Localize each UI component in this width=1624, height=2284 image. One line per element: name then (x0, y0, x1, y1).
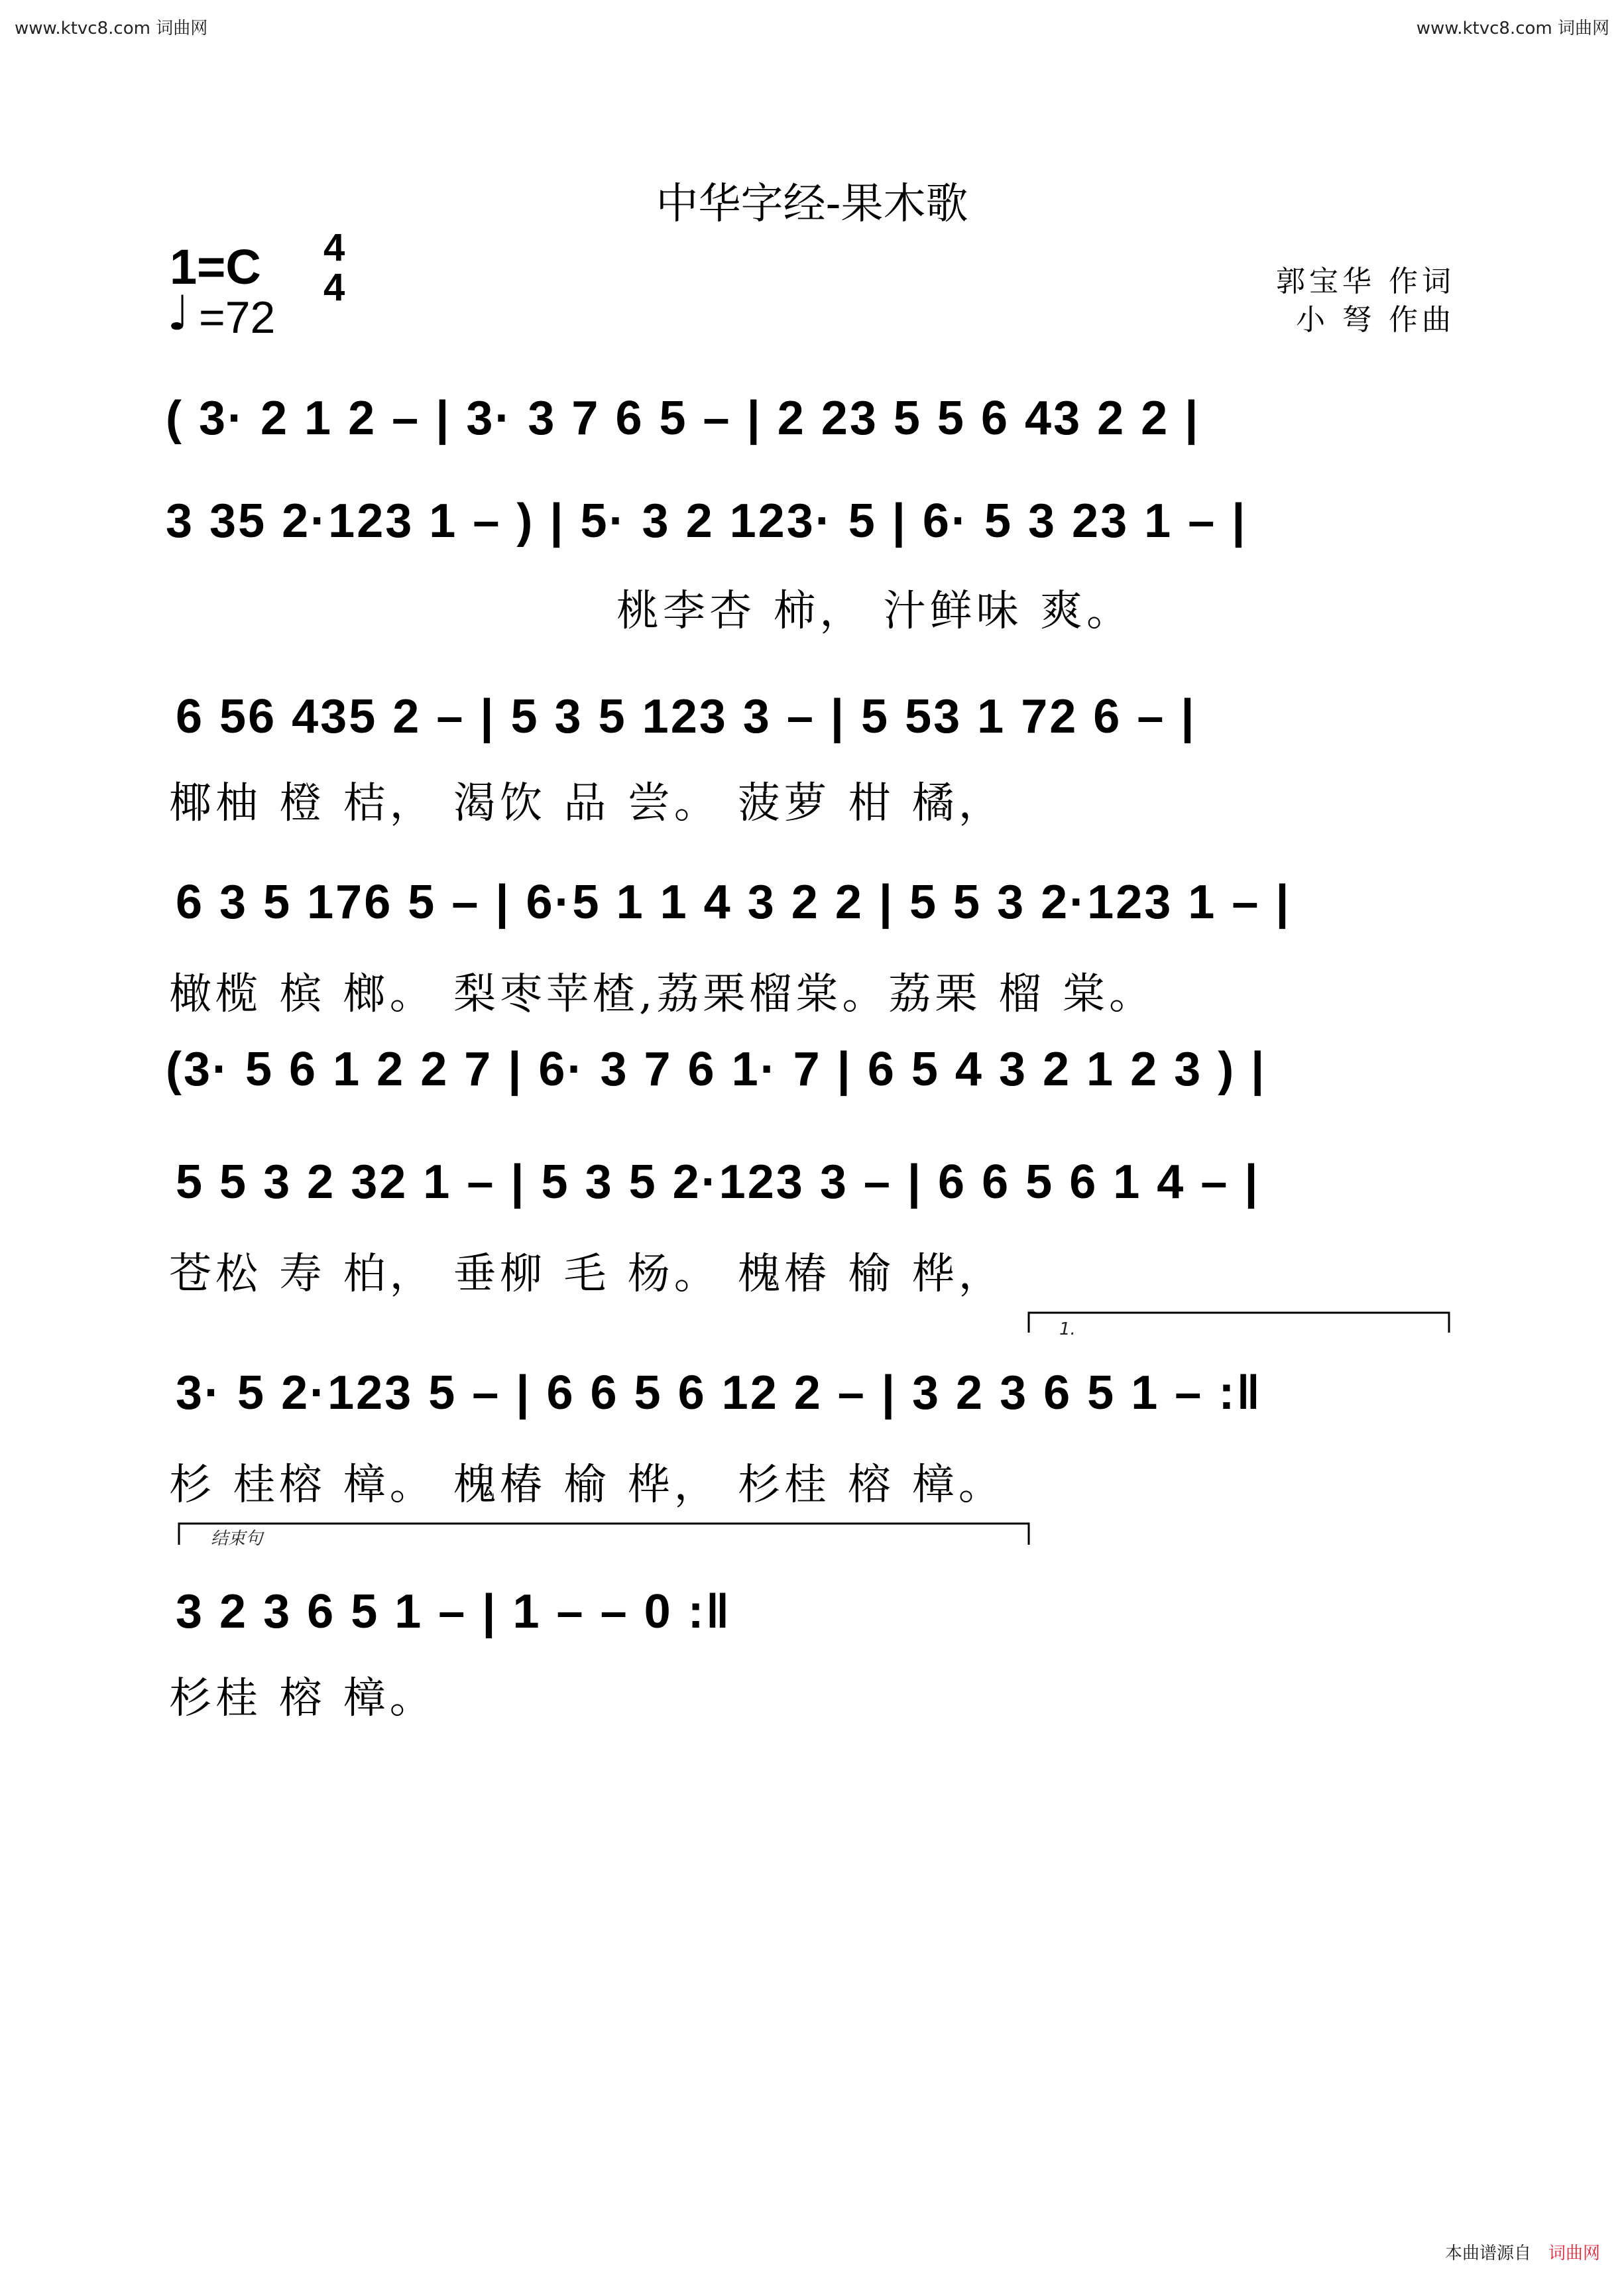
quarter-note-icon: ♩ (167, 285, 190, 341)
header-url-right[interactable]: www.ktvc8.com 词曲网 (1416, 19, 1609, 38)
score-row-3: 6 56 435 2 – | 5 3 5 123 3 – | 5 53 1 72 6 – | (176, 690, 1196, 743)
score-row-5: (3· 5 6 1 2 2 7 | 6· 3 7 6 1· 7 | 6 5 4 3 2 1 2 3 ) | (166, 1043, 1267, 1096)
lyric-row-6: 苍松 寿 柏， 垂柳 毛 杨。 槐椿 榆 桦， (169, 1250, 1005, 1299)
score-row-7: 3· 5 2·123 5 – | 6 6 5 6 12 2 – | 3 2 3 6 5 1 – :‖ (176, 1366, 1263, 1419)
tempo-value: =72 (199, 292, 276, 343)
score-row-4: 6 3 5 176 5 – | 6·5 1 1 4 3 2 2 | 5 5 3 2·123 1 – | (176, 876, 1291, 929)
time-signature-bottom: 4 (323, 266, 345, 309)
score-row-6: 5 5 3 2 32 1 – | 5 3 5 2·123 3 – | 6 6 5 6 1 4 – | (176, 1156, 1260, 1209)
footer-source-label: 本曲谱源自 (1444, 2244, 1531, 2263)
composer-credit: 小 弩 作曲 (1296, 303, 1455, 337)
score-row-1: ( 3· 2 1 2 – | 3· 3 7 6 5 – | 2 23 5 5 6 43 2 2 | (166, 392, 1200, 445)
time-signature-top: 4 (323, 226, 345, 269)
footer-source-site[interactable]: 词曲网 (1548, 2244, 1600, 2263)
lyric-row-4: 橄榄 槟 榔。 梨枣苹楂,荔栗榴棠。荔栗 榴 棠。 (169, 970, 1156, 1019)
lyricist-credit: 郭宝华 作词 (1276, 265, 1455, 298)
score-row-8: 3 2 3 6 5 1 – | 1 – – 0 :‖ (176, 1585, 732, 1638)
key-signature: 1=C (170, 239, 261, 294)
volta-end-label: 结束句 (211, 1529, 263, 1549)
header-url-left[interactable]: www.ktvc8.com 词曲网 (15, 19, 208, 38)
lyric-row-3: 椰柚 橙 桔， 渴饮 品 尝。 菠萝 柑 橘， (169, 779, 1005, 828)
volta-1-label: 1. (1059, 1319, 1076, 1339)
volta-1-bracket (1029, 1313, 1449, 1333)
volta-end-bracket (179, 1524, 1029, 1545)
lyric-row-2: 桃李杏 柿， 汁鲜味 爽。 (616, 587, 1133, 636)
score-row-2: 3 35 2·123 1 – ) | 5· 3 2 123· 5 | 6· 5 3 23 1 – | (166, 495, 1247, 548)
lyric-row-7: 杉 桂榕 樟。 槐椿 榆 桦， 杉桂 榕 樟。 (169, 1461, 1005, 1510)
page-title: 中华字经-果木歌 (656, 180, 968, 229)
lyric-row-8: 杉桂 榕 樟。 (169, 1674, 436, 1723)
